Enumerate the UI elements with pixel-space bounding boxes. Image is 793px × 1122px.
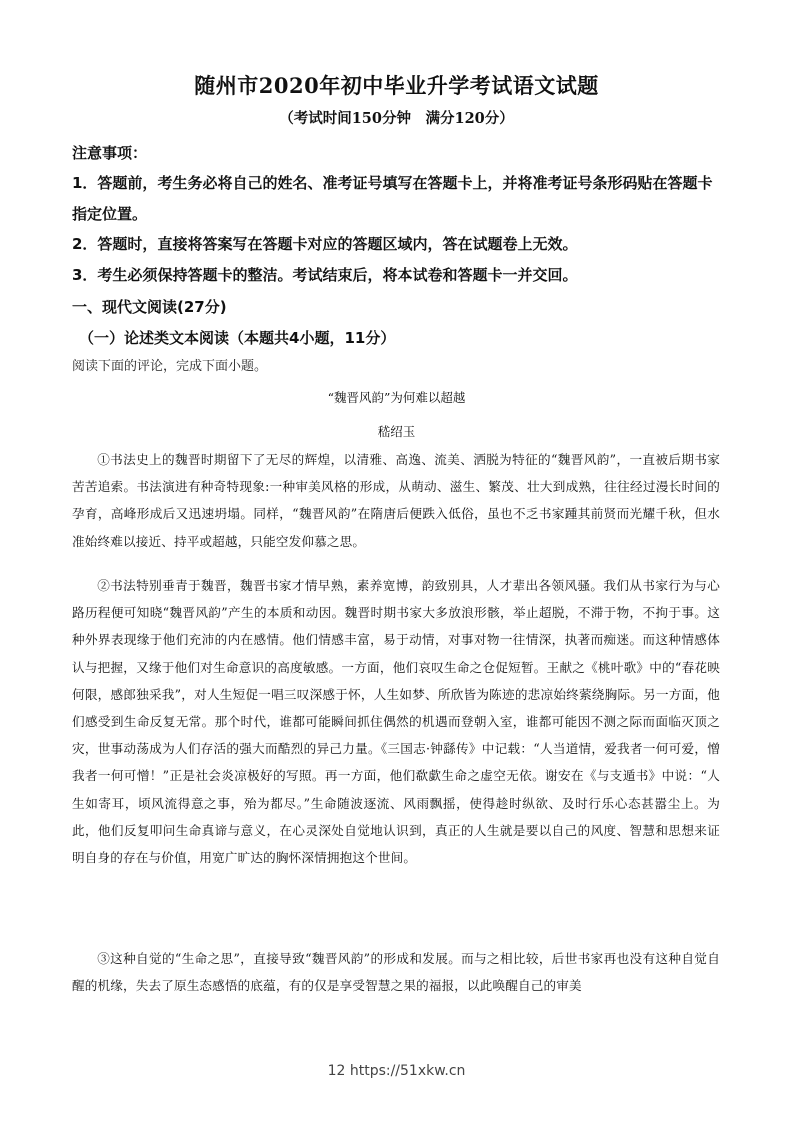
section-heading: 一、现代文阅读(27分) — [72, 298, 227, 316]
reading-instruction: 阅读下面的评论，完成下面小题。 — [72, 359, 268, 374]
article-paragraph-3: ③这种自觉的“生命之思”，直接导致“魏晋风韵”的形成和发展。而与之相比较，后世书家再也没有这种自觉自醒的机缘，失去了原生态感悟的底蕴，有的仅是享受智慧之果的福报，以此唤醒自己的审美 — [72, 951, 720, 994]
page-footer: 12 https://51xkw.cn — [327, 1063, 466, 1079]
notice-item-3: 3．考生必须保持答题卡的整洁。考试结束后，将本试卷和答题卡一并交回。 — [72, 266, 578, 284]
notice-item-2: 2．答题时，直接将答案写在答题卡对应的答题区域内，答在试题卷上无效。 — [72, 235, 578, 253]
article-paragraph-2: ②书法特别垂青于魏晋，魏晋书家才情早熟，素养宽博，韵致别具，人才辈出各领风骚。我们从书家行为与心路历程便可知晓“魏晋风韵”产生的本质和动因。魏晋时期书家大多放浪形骸，举止超脱，不滞于物，不拘于事。这种外界表现缘于他们充沛的内在感情。他们情感丰富，易于动情，对事对物一往情深，执著而痴迷。而这种情感体认与把握，又缘于他们对生命意识的高度敏感。一方面，他们哀叹生命之仓促短暂。王献之《桃叶歌》中的“春花映何限，感郎独采我”，对人生短促一唱三叹深感于怀，人生如梦、所欣皆为陈迹的悲凉始终萦绕胸际。另一方面，他们感受到生命反复无常。那个时代，谁都可能瞬间抓住偶然的机遇而登朝入室，谁都可能因不测之际而面临灭顶之灾，世事动荡成为人们存活的强大而酷烈的异己力量。《三国志·钟繇传》中记载：“人当道情，爱我者一何可爱，憎我者一何可憎！”正是社会炎凉极好的写照。再一方面，他们欷歔生命之虚空无依。谢安在《与支遁书》中说：“人生如寄耳，顷风流得意之事，殆为都尽。”生命随波逐流、风雨飘摇，使得趁时纵欲、及时行乐心态甚嚣尘上。为此，他们反复叩问生命真谛与意义，在心灵深处自觉地认识到，真正的人生就是要以自己的风度、智慧和思想来证明自身的存在与价值，用宽广旷达的胸怀深情拥抱这个世间。 — [72, 578, 720, 866]
subsection-heading: （一）论述类文本阅读（本题共4小题，11分） — [79, 329, 396, 347]
exam-title: 随州市2020年初中毕业升学考试语文试题 — [194, 73, 599, 98]
article-author: 嵇绍玉 — [377, 424, 416, 439]
article-title: “魏晋风韵”为何难以超越 — [327, 390, 466, 405]
article-paragraph-1: ①书法史上的魏晋时期留下了无尽的辉煌，以清雅、高逸、流美、洒脱为特征的“魏晋风韵”，一直被后期书家苦苦追索。书法演进有种奇特现象:一种审美风格的形成，从萌动、滋生、繁茂、壮大到成熟，往往经过漫长时间的孕育，高峰形成后又迅速坍塌。同样，“魏晋风韵”在隋唐后便跌入低俗，虽也不乏书家踵其前贤而光耀千秋，但水准始终难以接近、持平或超越，只能空发仰慕之思。 — [72, 452, 720, 549]
exam-subtitle: （考试时间150分钟 满分120分） — [279, 110, 514, 127]
notice-item-1: 1．答题前，考生务必将自己的姓名、准考证号填写在答题卡上，并将准考证号条形码贴在答题卡指定位置。 — [72, 174, 713, 223]
notice-heading: 注意事项： — [72, 144, 148, 162]
